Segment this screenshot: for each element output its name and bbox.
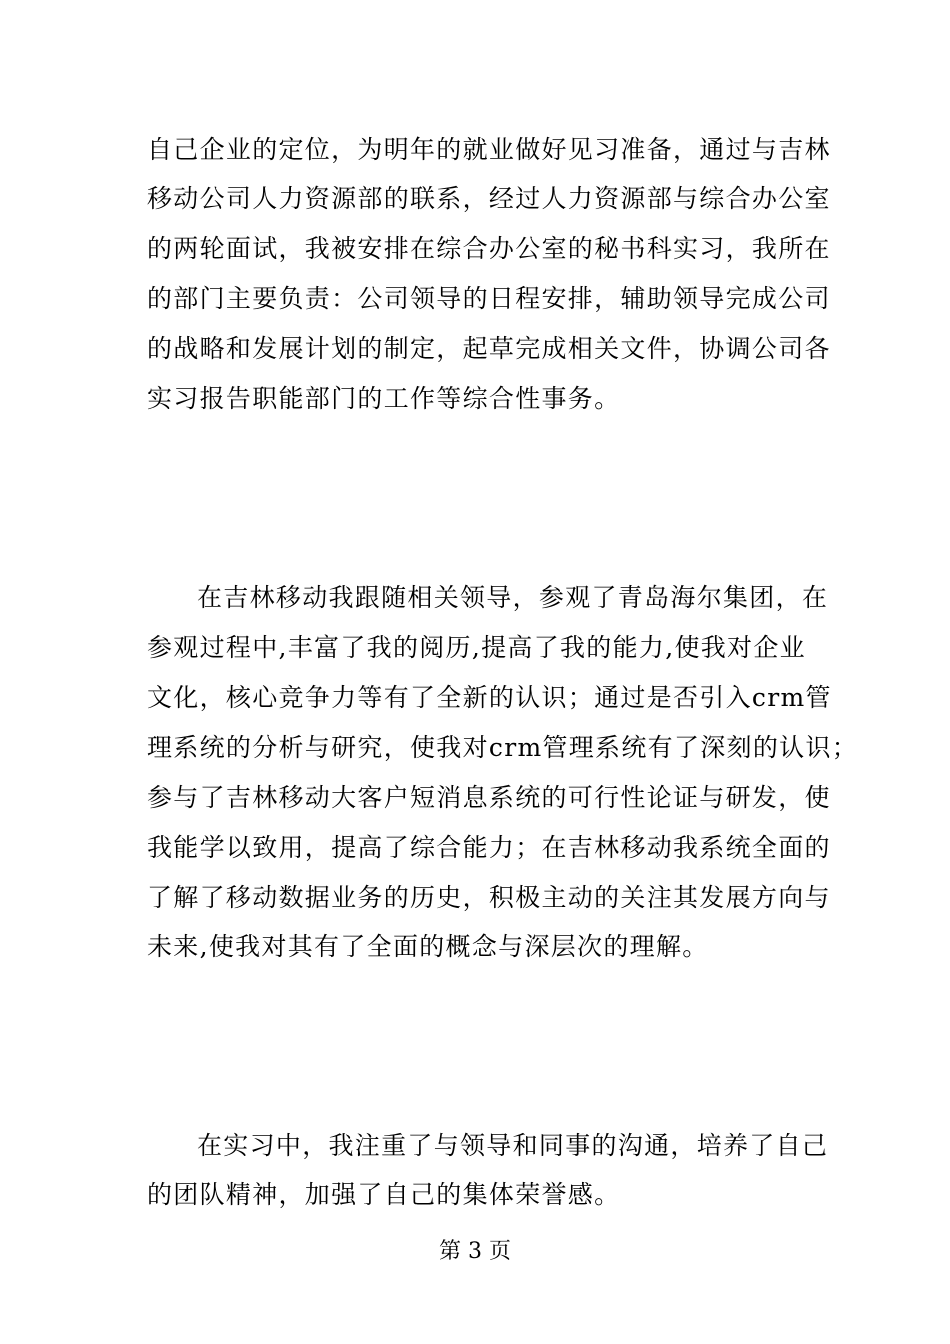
text-line: 理系统的分析与研究，使我对crm管理系统有了深刻的认识；: [147, 733, 859, 762]
text-line: 的两轮面试，我被安排在综合办公室的秘书科实习，我所在: [147, 234, 831, 263]
text-line: 在实习中，我注重了与领导和同事的沟通，培养了自己: [197, 1131, 829, 1160]
text-line: 的部门主要负责：公司领导的日程安排，辅助领导完成公司: [147, 284, 831, 313]
text-line: 文化，核心竞争力等有了全新的认识；通过是否引入crm管: [147, 683, 832, 712]
text-line: 在吉林移动我跟随相关领导，参观了青岛海尔集团，在: [197, 583, 829, 612]
text-line: 未来,使我对其有了全面的概念与深层次的理解。: [147, 932, 709, 961]
text-line: 参观过程中,丰富了我的阅历,提高了我的能力,使我对企业: [147, 633, 806, 662]
text-line: 自己企业的定位，为明年的就业做好见习准备，通过与吉林: [147, 135, 831, 164]
text-line: 参与了吉林移动大客户短消息系统的可行性论证与研发，使: [147, 783, 831, 812]
text-line: 的战略和发展计划的制定，起草完成相关文件，协调公司各: [147, 334, 831, 363]
text-line: 了解了移动数据业务的历史，积极主动的关注其发展方向与: [147, 883, 831, 912]
text-line: 的团队精神，加强了自己的集体荣誉感。: [147, 1180, 621, 1209]
text-line: 实习报告职能部门的工作等综合性事务。: [147, 384, 621, 413]
text-line: 移动公司人力资源部的联系，经过人力资源部与综合办公室: [147, 184, 831, 213]
text-line: 我能学以致用，提高了综合能力；在吉林移动我系统全面的: [147, 833, 831, 862]
page-number: 第 3 页: [439, 1239, 511, 1264]
